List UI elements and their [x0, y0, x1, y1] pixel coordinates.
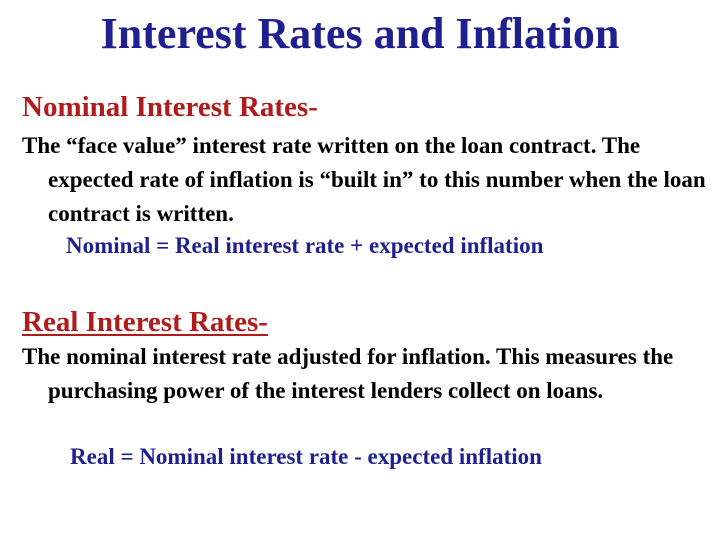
- nominal-rates-definition: The “face value” interest rate written on the loan contract. The expected rate of inflation is “built in” to this number when the loan contract is written.: [22, 133, 706, 226]
- real-rates-definition: The nominal interest rate adjusted for inflation. This measures the purchasing power of the interest lenders collect on loans.: [22, 344, 674, 403]
- real-rate-formula: Real = Nominal interest rate - expected inflation: [70, 444, 542, 469]
- real-rates-heading: Real Interest Rates-: [22, 306, 268, 338]
- slide-title: Interest Rates and Inflation: [100, 9, 620, 58]
- nominal-rates-heading: Nominal Interest Rates-: [22, 91, 318, 123]
- nominal-rate-formula: Nominal = Real interest rate + expected inflation: [66, 233, 544, 258]
